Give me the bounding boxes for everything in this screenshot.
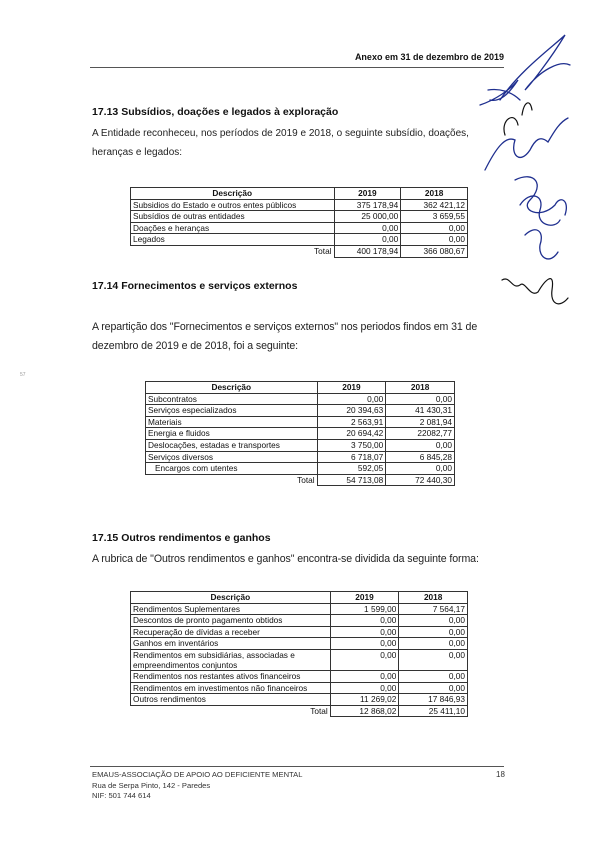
col-2018: 2018	[386, 382, 455, 394]
handwritten-signatures	[460, 30, 580, 330]
row-value-2018: 22082,77	[386, 428, 455, 440]
row-value-2018: 0,00	[399, 649, 468, 670]
total-2018: 25 411,10	[399, 705, 468, 717]
row-label: Ganhos em inventários	[131, 638, 331, 650]
row-label: Outros rendimentos	[131, 694, 331, 706]
table-row	[131, 603, 468, 615]
row-value-2019: 0,00	[330, 638, 399, 650]
table-row	[146, 428, 455, 440]
page-number: 18	[496, 770, 505, 779]
table-row	[146, 439, 455, 451]
table-row	[131, 670, 468, 682]
row-value-2019: 11 269,02	[330, 694, 399, 706]
table-row	[131, 615, 468, 627]
table-outros-rendimentos	[130, 591, 468, 717]
row-value-2018: 0,00	[386, 463, 455, 475]
row-value-2019: 375 178,94	[334, 199, 401, 211]
section-paragraph-17-15: A rubrica de "Outros rendimentos e ganhos" encontra-se dividida da seguinte forma:	[92, 553, 479, 565]
row-value-2019: 0,00	[334, 234, 401, 246]
col-descricao: Descrição	[131, 188, 335, 200]
row-value-2019: 25 000,00	[334, 211, 401, 223]
total-label: Total	[131, 245, 335, 257]
section-paragraph-17-13: A Entidade reconheceu, nos períodos de 2019 e 2018, o seguinte subsídio, doações, heranças e legados:	[92, 128, 469, 158]
footer-nif: NIF: 501 744 614	[92, 791, 151, 800]
table-row	[146, 416, 455, 428]
row-label: Legados	[131, 234, 335, 246]
row-value-2019: 1 599,00	[330, 603, 399, 615]
row-value-2019: 0,00	[330, 649, 399, 670]
col-descricao: Descrição	[146, 382, 318, 394]
row-label: Energia e fluidos	[146, 428, 318, 440]
page-header-title: Anexo em 31 de dezembro de 2019	[354, 52, 504, 62]
row-value-2018: 0,00	[401, 222, 468, 234]
table-row	[131, 694, 468, 706]
row-value-2018: 7 564,17	[399, 603, 468, 615]
table-row	[131, 682, 468, 694]
table-total-row	[146, 474, 455, 486]
total-2018: 366 080,67	[401, 245, 468, 257]
col-2018: 2018	[401, 188, 468, 200]
row-value-2018: 3 659,55	[401, 211, 468, 223]
row-value-2018: 0,00	[399, 626, 468, 638]
col-2019: 2019	[317, 382, 386, 394]
table-row	[131, 626, 468, 638]
table-row	[131, 222, 468, 234]
row-label: Rendimentos em subsidiárias, associadas e empreendimentos conjuntos	[131, 649, 331, 670]
total-label: Total	[146, 474, 318, 486]
table-row	[146, 405, 455, 417]
signature-stroke	[525, 230, 558, 259]
signature-stroke	[502, 279, 568, 304]
table-subsidios	[130, 187, 468, 258]
total-label: Total	[131, 705, 331, 717]
signature-stroke	[480, 80, 520, 105]
section-paragraph-17-14: A repartição dos "Fornecimentos e serviços externos" nos periodos findos em 31 de dezembro de 2019 e de 2018, foi a seguinte:	[92, 321, 478, 352]
row-label: Encargos com utentes	[146, 463, 318, 475]
row-label: Rendimentos nos restantes ativos financeiros	[131, 670, 331, 682]
table-header-row	[146, 382, 455, 394]
col-2019: 2019	[334, 188, 401, 200]
row-value-2018: 362 421,12	[401, 199, 468, 211]
col-2019: 2019	[330, 592, 399, 604]
row-value-2018: 0,00	[386, 439, 455, 451]
row-value-2019: 3 750,00	[317, 439, 386, 451]
margin-mark: 57	[20, 372, 26, 378]
row-value-2019: 0,00	[330, 670, 399, 682]
signature-stroke	[520, 196, 560, 225]
col-descricao: Descrição	[131, 592, 331, 604]
table-header-row	[131, 188, 468, 200]
col-2018: 2018	[399, 592, 468, 604]
section-title-17-14: 17.14 Fornecimentos e serviços externos	[92, 280, 298, 292]
footer-block	[92, 770, 302, 802]
row-value-2018: 41 430,31	[386, 405, 455, 417]
footer-address: Rua de Serpa Pinto, 142 - Paredes	[92, 780, 211, 790]
row-value-2019: 6 718,07	[317, 451, 386, 463]
row-label: Descontos de pronto pagamento obtidos	[131, 615, 331, 627]
row-label: Subsídios de outras entidades	[131, 211, 335, 223]
table-row	[131, 649, 468, 670]
row-label: Deslocações, estadas e transportes	[146, 439, 318, 451]
table-row	[146, 393, 455, 405]
row-value-2018: 0,00	[401, 234, 468, 246]
row-value-2019: 20 394,63	[317, 405, 386, 417]
row-value-2019: 0,00	[317, 393, 386, 405]
row-value-2018: 0,00	[386, 393, 455, 405]
total-2018: 72 440,30	[386, 474, 455, 486]
table-fornecimentos	[145, 381, 455, 486]
row-value-2019: 592,05	[317, 463, 386, 475]
signature-stroke	[504, 103, 532, 135]
table-row	[131, 211, 468, 223]
table-total-row	[131, 705, 468, 717]
row-label: Subsidios do Estado e outros entes públicos	[131, 199, 335, 211]
table-row	[131, 234, 468, 246]
row-value-2018: 2 081,94	[386, 416, 455, 428]
row-label: Serviços diversos	[146, 451, 318, 463]
row-value-2018: 0,00	[399, 638, 468, 650]
table-header-row	[131, 592, 468, 604]
row-label: Materiais	[146, 416, 318, 428]
section-title-17-15: 17.15 Outros rendimentos e ganhos	[92, 532, 271, 544]
row-label: Subcontratos	[146, 393, 318, 405]
row-value-2019: 20 694,42	[317, 428, 386, 440]
row-value-2018: 0,00	[399, 682, 468, 694]
table-row	[146, 463, 455, 475]
row-value-2019: 0,00	[334, 222, 401, 234]
row-value-2019: 0,00	[330, 682, 399, 694]
row-label: Recuperação de dívidas a receber	[131, 626, 331, 638]
row-value-2018: 0,00	[399, 670, 468, 682]
table-row	[146, 451, 455, 463]
row-label: Rendimentos em investimentos não financeiros	[131, 682, 331, 694]
row-value-2019: 2 563,91	[317, 416, 386, 428]
row-value-2019: 0,00	[330, 626, 399, 638]
section-title-17-13: 17.13 Subsídios, doações e legados à exploração	[92, 106, 339, 118]
row-value-2018: 0,00	[399, 615, 468, 627]
row-label: Doações e heranças	[131, 222, 335, 234]
row-value-2018: 6 845,28	[386, 451, 455, 463]
footer-org: EMAUS-ASSOCIAÇÃO DE APOIO AO DEFICIENTE MENTAL	[92, 770, 303, 779]
header-rule	[90, 67, 504, 68]
row-label: Rendimentos Suplementares	[131, 603, 331, 615]
signature-stroke	[485, 118, 568, 170]
total-2019: 12 868,02	[330, 705, 399, 717]
row-value-2018: 17 846,93	[399, 694, 468, 706]
table-row	[131, 638, 468, 650]
table-total-row	[131, 245, 468, 257]
total-2019: 400 178,94	[334, 245, 401, 257]
row-label: Serviços especializados	[146, 405, 318, 417]
table-row	[131, 199, 468, 211]
row-value-2019: 0,00	[330, 615, 399, 627]
footer-rule	[90, 766, 504, 767]
total-2019: 54 713,08	[317, 474, 386, 486]
